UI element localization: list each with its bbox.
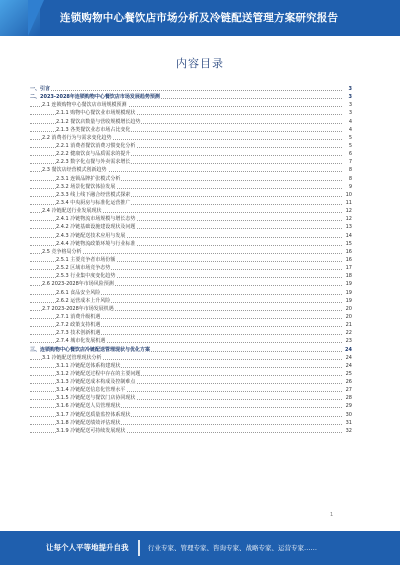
toc-entry-page: 11: [342, 199, 352, 207]
toc-entry-page: 12: [342, 207, 352, 215]
toc-entry-label: 3.1.1 冷链配送体系构建现状: [56, 362, 121, 369]
toc-entry-page: 8: [342, 166, 352, 174]
toc-entry-label: 2.2.1 消费者餐饮消费习惯变化分析: [56, 142, 136, 149]
toc-entry-label: 2.6 2023-2028年市场风险预测: [42, 281, 114, 288]
toc-entry-label: 3.1.8 冷链配送绩效评估现状: [56, 419, 121, 426]
toc-entry-page: 21: [342, 321, 352, 329]
toc-entry-label: 2.3.3 线上线下融合经营模式探索: [56, 191, 131, 198]
toc-entry-label: 3.1.6 冷链配送人员管理现状: [56, 403, 121, 410]
toc-entry[interactable]: [30, 232, 352, 240]
toc-entry[interactable]: [30, 215, 352, 223]
table-of-contents: [30, 85, 352, 435]
toc-entry-label: 2.7.2 政策支持机遇: [56, 322, 101, 329]
toc-entry-label: 2.7 2023-2028年市场发展机遇: [42, 305, 114, 312]
toc-entry[interactable]: [30, 427, 352, 435]
toc-entry[interactable]: [30, 321, 352, 329]
toc-entry-label: 2.1.1 购物中心餐饮业市场规模现状: [56, 110, 136, 117]
toc-entry[interactable]: [30, 346, 352, 354]
toc-entry-page: 5: [342, 142, 352, 150]
document-title: 连锁购物中心餐饮店市场分析及冷链配送管理方案研究报告: [60, 12, 339, 24]
toc-entry-page: 20: [342, 305, 352, 313]
toc-entry-page: 26: [342, 378, 352, 386]
toc-entry[interactable]: [30, 248, 352, 256]
toc-entry-label: 三、连锁购物中心餐饮店冷链配送管理现状与优化方案: [30, 346, 151, 353]
toc-entry-page: 18: [342, 272, 352, 280]
toc-entry-label: 2.4.1 冷链物流市场规模与增长态势: [56, 216, 136, 223]
toc-entry[interactable]: [30, 337, 352, 345]
toc-entry[interactable]: [30, 280, 352, 288]
toc-entry[interactable]: [30, 118, 352, 126]
toc-entry-label: 2.4.3 冷链配送技术应用与发展: [56, 232, 126, 239]
toc-entry-page: 32: [342, 427, 352, 435]
toc-entry-label: 2.4.2 冷链基础设施建设现状及问题: [56, 224, 136, 231]
toc-entry-page: 29: [342, 402, 352, 410]
toc-leader-dots: [30, 90, 342, 91]
toc-entry-label: 2.5.3 行业集中度变化趋势: [56, 273, 116, 280]
toc-entry-page: 24: [342, 346, 352, 354]
toc-entry[interactable]: [30, 150, 352, 158]
toc-entry-page: 13: [342, 223, 352, 231]
toc-entry-label: 2.5.2 区域市场竞争态势: [56, 265, 111, 272]
header-banner: [0, 0, 400, 36]
toc-entry-label: 3.1.4 冷链配送信息化管理水平: [56, 387, 126, 394]
toc-entry-label: 3.1.3 冷链配送成本构成及控制难点: [56, 379, 136, 386]
toc-entry-label: 2.6.1 食品安全风险: [56, 289, 101, 296]
toc-entry-page: 16: [342, 248, 352, 256]
toc-entry[interactable]: [30, 134, 352, 142]
toc-entry-page: 12: [342, 215, 352, 223]
toc-entry[interactable]: [30, 223, 352, 231]
toc-entry-page: 19: [342, 280, 352, 288]
toc-entry-page: 28: [342, 394, 352, 402]
toc-entry[interactable]: [30, 305, 352, 313]
toc-entry-page: 3: [342, 85, 352, 93]
toc-entry-page: 25: [342, 370, 352, 378]
toc-entry-label: 2.6.2 运营成本上升风险: [56, 297, 111, 304]
toc-entry-page: 24: [342, 362, 352, 370]
toc-entry-label: 2.1.2 餐饮店数量与营收规模增长趋势: [56, 118, 141, 125]
toc-entry-page: 8: [342, 175, 352, 183]
toc-entry-page: 22: [342, 329, 352, 337]
toc-entry-label: 3.1 冷链配送管理现状分析: [42, 354, 102, 361]
toc-entry-label: 2.3 餐饮店经营模式创新趋势: [42, 167, 107, 174]
toc-entry[interactable]: [30, 264, 352, 272]
footer-tagline: 行业专家、管理专家、咨询专家、战略专家、运营专家……: [148, 544, 317, 552]
toc-entry-label: 2.2.2 健康饮食与品质需求的提升: [56, 151, 131, 158]
toc-entry-label: 2.1 连锁购物中心餐饮店市场规模预测: [42, 102, 127, 109]
toc-entry-label: 3.1.5 冷链配送与餐饮门店协同现状: [56, 395, 136, 402]
toc-entry[interactable]: [30, 370, 352, 378]
toc-entry-page: 16: [342, 256, 352, 264]
toc-entry-page: 9: [342, 183, 352, 191]
toc-entry[interactable]: [30, 85, 352, 93]
toc-entry[interactable]: [30, 256, 352, 264]
toc-entry-page: 5: [342, 134, 352, 142]
toc-entry[interactable]: [30, 419, 352, 427]
toc-entry-page: 24: [342, 354, 352, 362]
toc-entry-page: 3: [342, 109, 352, 117]
toc-entry[interactable]: [30, 354, 352, 362]
toc-entry-label: 2.2.3 数字化点餐与外卖需求增长: [56, 159, 131, 166]
toc-entry[interactable]: [30, 378, 352, 386]
toc-entry[interactable]: [30, 386, 352, 394]
toc-entry-label: 2.1.3 各类餐饮业态市场占比变化: [56, 126, 131, 133]
toc-entry-page: 31: [342, 419, 352, 427]
toc-entry-page: 19: [342, 297, 352, 305]
toc-entry[interactable]: [30, 272, 352, 280]
toc-entry[interactable]: [30, 126, 352, 134]
toc-entry[interactable]: [30, 394, 352, 402]
toc-entry[interactable]: [30, 183, 352, 191]
toc-entry-label: 3.1.7 冷链配送质量监控体系现状: [56, 411, 131, 418]
toc-entry[interactable]: [30, 289, 352, 297]
toc-entry-label: 2.3.1 连锁品牌扩张模式分析: [56, 175, 121, 182]
toc-entry[interactable]: [30, 199, 352, 207]
toc-entry-page: 14: [342, 232, 352, 240]
footer-slogan: 让每个人平等地提升自我: [46, 543, 129, 552]
toc-entry-label: 2.7.4 城市化发展机遇: [56, 338, 106, 345]
toc-entry[interactable]: [30, 93, 352, 101]
toc-entry-label: 2.2 消费者行为与需求变化趋势: [42, 134, 112, 141]
toc-entry-page: 19: [342, 289, 352, 297]
toc-entry[interactable]: [30, 402, 352, 410]
toc-entry-page: 17: [342, 264, 352, 272]
toc-entry-page: 23: [342, 337, 352, 345]
toc-entry-page: 6: [342, 150, 352, 158]
toc-entry-label: 2.5.1 主要竞争者市场份额: [56, 256, 116, 263]
toc-entry[interactable]: [30, 207, 352, 215]
toc-entry[interactable]: [30, 158, 352, 166]
toc-entry[interactable]: [30, 101, 352, 109]
toc-entry-label: 二、2023-2028年连锁购物中心餐饮店市场发展趋势预测: [30, 94, 160, 101]
toc-entry-label: 2.4.4 冷链物流政策环境与行业标准: [56, 240, 136, 247]
toc-entry-page: 10: [342, 191, 352, 199]
toc-entry[interactable]: [30, 329, 352, 337]
page-number: 1: [330, 512, 334, 518]
toc-entry-page: 20: [342, 313, 352, 321]
toc-entry[interactable]: [30, 411, 352, 419]
toc-entry-label: 2.7.1 消费升级机遇: [56, 313, 101, 320]
toc-heading: 内容目录: [176, 57, 224, 70]
toc-entry-page: 30: [342, 411, 352, 419]
toc-entry-label: 2.3.2 场景化餐饮体验发展: [56, 183, 116, 190]
header-decoration-stripe: [28, 0, 44, 36]
toc-entry-page: 3: [342, 93, 352, 101]
toc-entry[interactable]: [30, 142, 352, 150]
toc-entry-page: 4: [342, 126, 352, 134]
toc-entry-page: 4: [342, 118, 352, 126]
toc-entry-page: 3: [342, 101, 352, 109]
toc-entry-label: 一、引言: [30, 86, 51, 92]
toc-entry-page: 7: [342, 158, 352, 166]
toc-entry-page: 15: [342, 240, 352, 248]
toc-entry[interactable]: [30, 297, 352, 305]
toc-entry-page: 27: [342, 386, 352, 394]
toc-entry[interactable]: [30, 166, 352, 174]
toc-entry[interactable]: [30, 362, 352, 370]
footer-banner: [0, 531, 400, 565]
toc-entry[interactable]: [30, 191, 352, 199]
toc-entry[interactable]: [30, 109, 352, 117]
footer-divider: [138, 540, 140, 556]
toc-entry-label: 2.5 竞争格局分析: [42, 248, 82, 255]
toc-entry[interactable]: [30, 240, 352, 248]
toc-entry-label: 2.4 冷链配送行业发展现状: [42, 208, 102, 215]
toc-entry-label: 2.3.4 中央厨房与标准化运营推广: [56, 199, 131, 206]
toc-entry-label: 3.1.9 冷链配送可持续发展现状: [56, 427, 126, 434]
toc-entry-label: 3.1.2 冷链配送过程中存在的主要问题: [56, 370, 141, 377]
toc-entry[interactable]: [30, 175, 352, 183]
toc-entry[interactable]: [30, 313, 352, 321]
toc-entry-label: 2.7.3 技术创新机遇: [56, 330, 101, 337]
